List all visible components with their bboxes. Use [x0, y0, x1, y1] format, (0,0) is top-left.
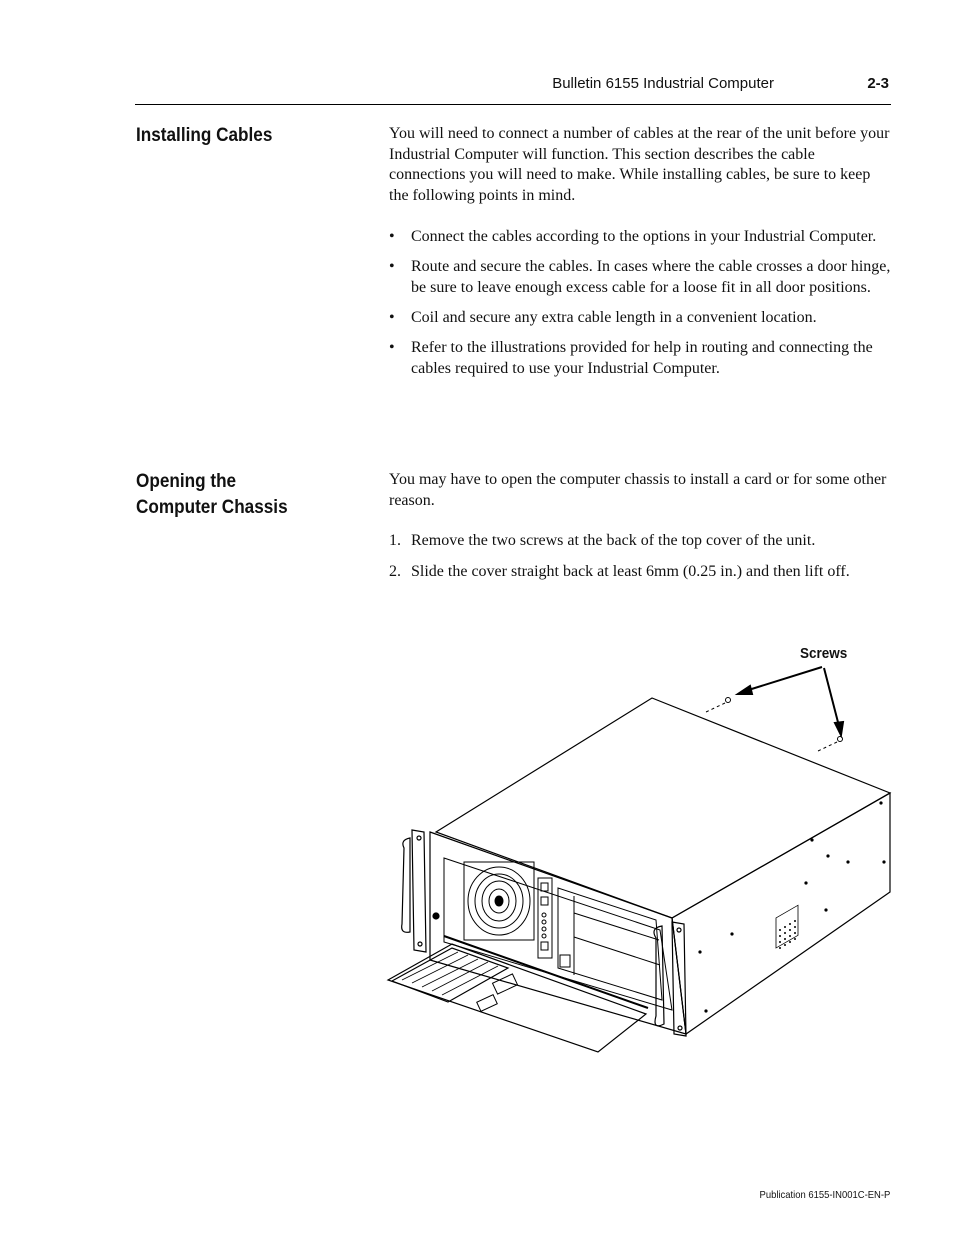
left-handle-icon [402, 830, 439, 952]
screw-icon [706, 698, 843, 752]
page-number: 2-3 [867, 75, 889, 92]
screws-callout-label: Screws [800, 645, 848, 662]
step-text: Slide the cover straight back at least 6mm (0.25 in.) and then lift off. [411, 562, 850, 580]
step-text: Remove the two screws at the back of the top cover of the unit. [411, 532, 816, 550]
bullet-mark: • [389, 258, 395, 276]
fan-icon [464, 862, 534, 940]
callout-arrows [738, 667, 843, 735]
right-handle-icon [654, 922, 686, 1036]
step-number: 1. [389, 532, 401, 550]
top-cover [436, 698, 890, 918]
bullet-text: Connect the cables according to the options in your Industrial Computer. [411, 227, 877, 245]
running-title: Bulletin 6155 Industrial Computer [552, 75, 774, 92]
list-item [389, 338, 891, 379]
installing-bullet-list [389, 227, 891, 380]
bullet-text: Coil and secure any extra cable length in a convenient location. [411, 308, 817, 326]
drive-bays [558, 888, 662, 1000]
list-item [389, 257, 891, 298]
section-heading-opening-chassis [136, 468, 288, 520]
heading-line-1: Opening the [136, 470, 237, 492]
side-panel [672, 793, 890, 1034]
chassis-illustration [380, 640, 900, 1060]
list-item [389, 562, 891, 583]
installing-intro: You will need to connect a number of cables at the rear of the unit before your Industrial Computer will function. This section describes the cable connections you will need to make. While installing cables, be sure to keep the following points in mind. [389, 125, 890, 205]
front-door [388, 944, 646, 1052]
list-item [389, 227, 891, 248]
bullet-mark: • [389, 308, 395, 326]
opening-intro: You may have to open the computer chassis to install a card or for some other reason. [389, 471, 887, 509]
list-item [389, 308, 891, 329]
opening-chassis-body [389, 470, 891, 592]
opening-steps-list [389, 531, 891, 582]
side-holes [698, 801, 885, 1012]
page-header [135, 72, 891, 105]
bullet-mark: • [389, 339, 395, 357]
heading-line-2: Computer Chassis [136, 496, 288, 518]
bullet-text: Route and secure the cables. In cases where the cable crosses a door hinge, be sure to leave enough excess cable for a loose fit in all door positions. [411, 258, 891, 296]
bullet-mark: • [389, 227, 395, 245]
section-heading-installing-cables: Installing Cables [136, 124, 273, 146]
publication-number: Publication 6155-IN001C-EN-P [759, 1189, 890, 1201]
door-vent-slots [402, 952, 498, 995]
step-number: 2. [389, 562, 401, 580]
installing-cables-body [389, 124, 891, 389]
list-item [389, 531, 891, 552]
bullet-text: Refer to the illustrations provided for help in routing and connecting the cables required to use your Industrial Computer. [411, 339, 873, 377]
